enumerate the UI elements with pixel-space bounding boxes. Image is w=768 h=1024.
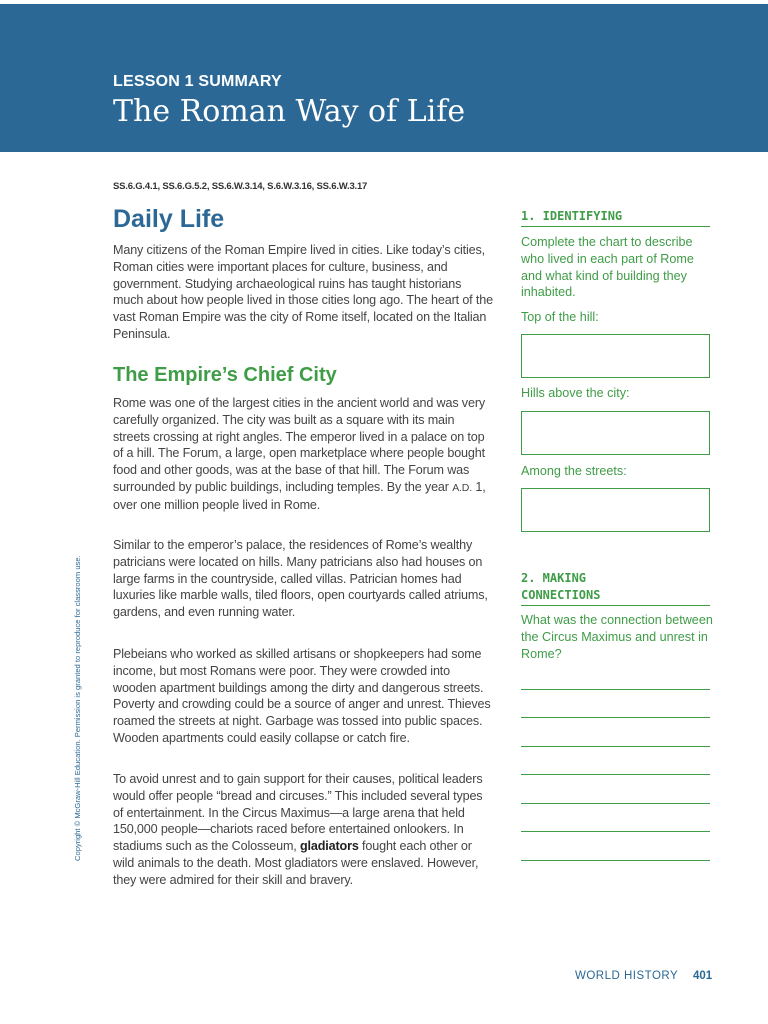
connections-heading: [521, 570, 710, 606]
answer-box-hills-above-city[interactable]: [521, 411, 710, 455]
paragraph-unrest-text: To avoid unrest and to gain support for their causes, political leaders would offer people “bread and circuses.” This included several types of entertainment. In the Circus Maximus—a large arena that held 150,000 people—chariots raced before entertained onlookers. In stadiums such as the Colosseum,: [113, 772, 483, 854]
heading-chief-city: The Empire’s Chief City: [113, 364, 337, 386]
term-gladiators: gladiators: [300, 839, 359, 854]
standards-codes: SS.6.G.4.1, SS.6.G.5.2, SS.6.W.3.14, S.6.W.3.16, SS.6.W.3.17: [113, 181, 368, 192]
paragraph-chief-city-end: 1, over one million people lived in Rome.: [113, 479, 486, 512]
answer-line[interactable]: [521, 860, 710, 861]
answer-line[interactable]: [521, 689, 710, 690]
paragraph-unrest-end: fought each other or wild animals to the death. Most gladiators were enslaved. However, they were admired for their skill and bravery.: [113, 839, 479, 887]
answer-line[interactable]: [521, 803, 710, 804]
connections-prompt: What was the connection between the Circus Maximus and unrest in Rome?: [521, 613, 713, 661]
lesson-title: The Roman Way of Life: [113, 94, 466, 129]
label-top-of-hill: Top of the hill:: [521, 310, 599, 324]
answer-line[interactable]: [521, 746, 710, 747]
page-number: 401: [693, 970, 713, 982]
paragraph-plebeians: Plebeians who worked as skilled artisans or shopkeepers had some income, but most Romans were poor. They were crowded into wooden apartment buildings among the dirty and dangerous streets. Poverty and crowding could be a source of anger and unrest. Thieves roamed the streets at night. Garbage was tossed into public spaces. Wooden apartments could easily collapse or catch fire.: [113, 647, 491, 745]
connections-heading-line-1: 2. MAKING: [521, 571, 587, 585]
paragraph-chief-city: [113, 395, 493, 514]
identifying-heading: 1. IDENTIFYING: [521, 208, 710, 227]
identifying-prompt: Complete the chart to describe who lived in each part of Rome and what kind of building they inhabited.: [521, 235, 694, 300]
heading-daily-life: Daily Life: [113, 205, 225, 233]
ad-abbreviation: A.D.: [452, 481, 473, 494]
paragraph-bread-and-circuses: [113, 771, 493, 889]
paragraph-chief-city-text: Rome was one of the largest cities in the ancient world and was very carefully organized. The city was built as a square with its main streets crossing at right angles. The emperor lived in a palace on top of a hill. The Forum, a large, open marketplace where people bought food and other goods, was at the base of that hill. The Forum was surrounded by public buildings, including temples. By the year: [113, 396, 486, 494]
answer-box-top-of-hill[interactable]: [521, 334, 710, 378]
footer-subject: WORLD HISTORY: [575, 970, 679, 982]
connections-heading-line-2: CONNECTIONS: [521, 588, 601, 602]
answer-line[interactable]: [521, 774, 710, 775]
lesson-label: LESSON 1 SUMMARY: [113, 73, 282, 90]
label-hills-above-city: Hills above the city:: [521, 386, 630, 400]
answer-box-among-streets[interactable]: [521, 488, 710, 532]
copyright-notice: Copyright © McGraw-Hill Education. Permission is granted to reproduce for classroom use.: [73, 555, 82, 861]
answer-line[interactable]: [521, 831, 710, 832]
paragraph-patricians: Similar to the emperor’s palace, the residences of Rome’s wealthy patricians were located on hills. Many patricians also had houses on large farms in the countryside, called villas. Patrician homes had luxuries like marble walls, tiled floors, open courtyards called atriums, gardens, and even running water.: [113, 538, 488, 620]
paragraph-daily-life: Many citizens of the Roman Empire lived in cities. Like today’s cities, Roman cities were important places for culture, business, and government. Studying archaeological ruins has taught historians much about how people lived in those cities long ago. The heart of the vast Roman Empire was the city of Rome itself, located on the Italian Peninsula.: [113, 243, 493, 341]
label-among-streets: Among the streets:: [521, 464, 627, 478]
answer-line[interactable]: [521, 717, 710, 718]
